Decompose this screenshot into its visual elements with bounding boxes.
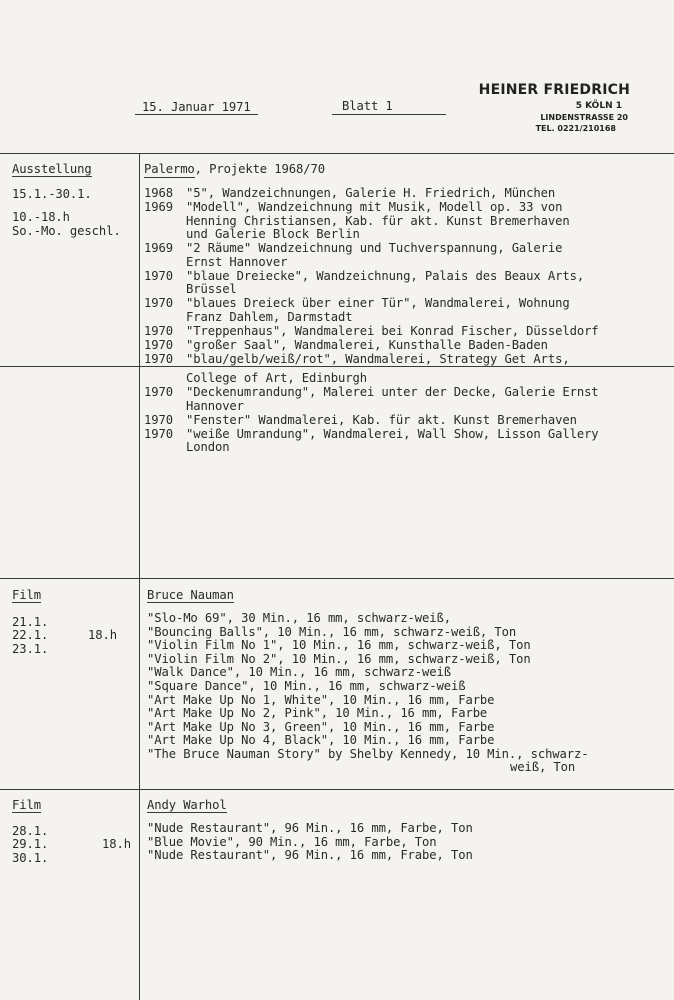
work-year: 1970: [144, 268, 173, 283]
work-year: 1970: [144, 296, 173, 310]
film2-date-3: 30.1.: [12, 851, 49, 865]
work-year: 1970: [144, 323, 173, 338]
film1-date-3: 23.1.: [12, 642, 49, 656]
film2-artist: Andy Warhol: [147, 798, 227, 812]
work-text: "Treppenhaus", Wandmalerei bei Konrad Fischer, Düsseldorf: [186, 323, 599, 338]
work-year: 1970: [144, 412, 173, 427]
film1-date-2: 22.1.: [12, 628, 49, 642]
work-text: Ernst Hannover: [186, 254, 288, 269]
section-rule-3: [0, 789, 674, 790]
film-entry: "Nude Restaurant", 96 Min., 16 mm, Farbe, Ton: [147, 821, 473, 835]
film2-label: Film: [12, 798, 41, 812]
column-divider: [139, 154, 140, 1000]
film-entry: "Blue Movie", 90 Min., 16 mm, Farbe, Ton: [147, 834, 437, 849]
film-entry: "The Bruce Nauman Story" by Shelby Kennedy, 10 Min., schwarz-: [147, 747, 589, 761]
film-entry: "Slo-Mo 69", 30 Min., 16 mm, schwarz-weiß,: [147, 611, 451, 625]
exhibition-title: [144, 163, 325, 175]
work-text: "Fenster" Wandmalerei, Kab. für akt. Kunst Bremerhaven: [186, 412, 577, 427]
film-entry: "Violin Film No 1", 10 Min., 16 mm, schwarz-weiß, Ton: [147, 638, 531, 653]
film-entry: "Square Dance", 10 Min., 16 mm, schwarz-weiß: [147, 679, 466, 693]
exhibition-label: Ausstellung: [12, 162, 92, 176]
gallery-street: LINDENSTRASSE 20: [540, 113, 628, 122]
gallery-telephone: TEL. 0221/210168: [535, 124, 616, 133]
section-rule-2: [0, 578, 674, 579]
work-text: Henning Christiansen, Kab. für akt. Kunst Bremerhaven: [186, 213, 570, 228]
work-text: "2 Räume" Wandzeichnung und Tuchverspannung, Galerie: [186, 241, 563, 255]
work-text: "Deckenumrandung", Malerei unter der Decke, Galerie Ernst: [186, 385, 599, 399]
work-year: 1968: [144, 186, 173, 200]
work-text: Hannover: [186, 398, 244, 413]
film-entry: "Violin Film No 2", 10 Min., 16 mm, schwarz-weiß, Ton: [147, 651, 531, 666]
film-entry: "Art Make Up No 1, White", 10 Min., 16 mm, Farbe: [147, 692, 495, 707]
film2-date-1: 28.1.: [12, 824, 49, 838]
work-year: 1970: [144, 385, 173, 399]
sheet-number: Blatt 1: [342, 99, 393, 113]
work-year: 1969: [144, 200, 173, 214]
film1-artist: Bruce Nauman: [147, 588, 234, 602]
film2-date-2: 29.1.: [12, 837, 49, 851]
gallery-name: HEINER FRIEDRICH: [478, 82, 630, 98]
film-entry: "Art Make Up No 4, Black", 10 Min., 16 mm, Farbe: [147, 733, 495, 748]
exhibition-subtitle: , Projekte 1968/70: [194, 162, 325, 176]
film-entry: "Art Make Up No 3, Green", 10 Min., 16 mm, Farbe: [147, 719, 495, 734]
film-entry: "Art Make Up No 2, Pink", 10 Min., 16 mm, Farbe: [147, 706, 488, 721]
exhibition-hours: 10.-18.h: [12, 210, 70, 224]
work-text: College of Art, Edinburgh: [186, 371, 367, 385]
gallery-letterhead: [479, 82, 630, 133]
gallery-city: 5 KÖLN 1: [575, 101, 622, 111]
work-year: 1969: [144, 241, 173, 255]
work-text: "Modell", Wandzeichnung mit Musik, Modell op. 33 von: [186, 200, 563, 214]
film-entry: "Walk Dance", 10 Min., 16 mm, schwarz-weiß: [147, 665, 451, 680]
work-text: Brüssel: [186, 282, 237, 296]
exhibition-artist: Palermo: [144, 162, 195, 176]
table-top-rule: [0, 153, 674, 154]
film-entry: "Nude Restaurant", 96 Min., 16 mm, Frabe, Ton: [147, 848, 473, 863]
film1-label: Film: [12, 588, 41, 602]
work-year: 1970: [144, 351, 173, 366]
film1-date-1: 21.1.: [12, 615, 49, 629]
exhibition-dates: 15.1.-30.1.: [12, 187, 92, 201]
letter-date: 15. Januar 1971: [142, 100, 251, 114]
work-text: "5", Wandzeichnungen, Galerie H. Friedrich, München: [186, 186, 556, 200]
work-text: Franz Dahlem, Darmstadt: [186, 309, 353, 324]
section-rule-1: [0, 366, 674, 367]
film-entry: "Bouncing Balls", 10 Min., 16 mm, schwarz-weiß, Ton: [147, 624, 517, 639]
exhibition-closed-days: So.-Mo. geschl.: [12, 224, 121, 238]
work-text: "blau/gelb/weiß/rot", Wandmalerei, Strategy Get Arts,: [186, 351, 570, 366]
work-year: 1970: [144, 426, 173, 441]
film1-time: 18.h: [88, 628, 117, 642]
work-text: London: [186, 440, 230, 454]
film2-time: 18.h: [102, 837, 131, 851]
work-text: "blaues Dreieck über einer Tür", Wandmalerei, Wohnung: [186, 296, 570, 310]
work-text: "weiße Umrandung", Wandmalerei, Wall Show, Lisson Gallery: [186, 426, 599, 441]
work-text: "blaue Dreiecke", Wandzeichnung, Palais des Beaux Arts,: [186, 268, 585, 283]
work-year: 1970: [144, 337, 173, 352]
sheet-underline: [332, 114, 446, 115]
date-underline: [135, 114, 258, 115]
work-text: "großer Saal", Wandmalerei, Kunsthalle Baden-Baden: [186, 337, 548, 352]
work-text: und Galerie Block Berlin: [186, 227, 360, 241]
film1-list-tail: weiß, Ton: [510, 760, 576, 774]
